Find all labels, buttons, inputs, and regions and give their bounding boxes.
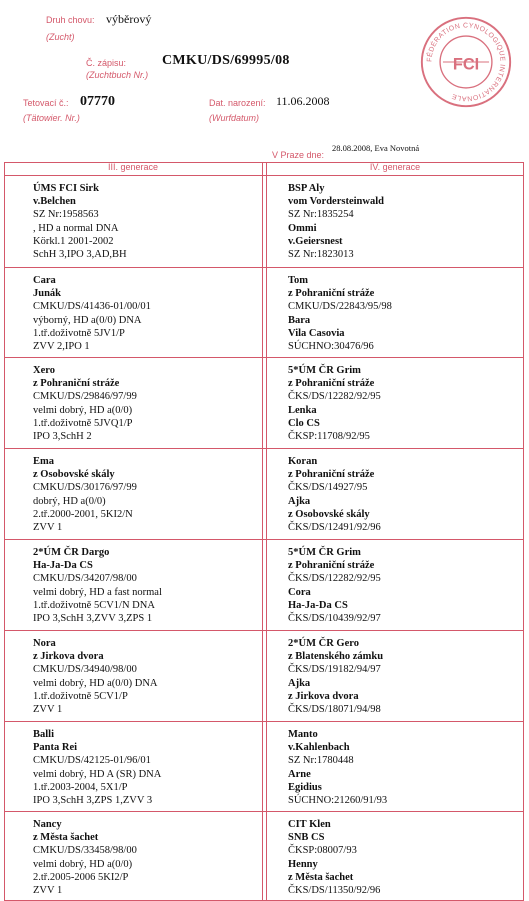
pedigree-line: IPO 3,SchH 3,ZVV 3,ZPS 1 <box>33 613 153 625</box>
pedigree-cell-left <box>33 455 137 534</box>
pedigree-cell-right <box>288 274 392 353</box>
row-divider <box>4 811 524 812</box>
pedigree-line: Koran <box>288 456 318 467</box>
pedigree-line: velmi dobrý, HD a(0/0) <box>33 858 133 870</box>
pedigree-cell-left <box>33 546 162 625</box>
pedigree-line: dobrý, HD a(0/0) <box>33 495 106 507</box>
pedigree-line: z Pohraniční stráže <box>288 378 375 390</box>
pedigree-line: z Pohraniční stráže <box>33 378 120 390</box>
pedigree-line: BSP Aly <box>288 183 325 194</box>
pedigree-line: z Jirkova dvora <box>288 690 359 702</box>
pedigree-cell-right <box>288 637 383 716</box>
pedigree-line: z Města šachet <box>288 871 354 883</box>
pedigree-cell-right <box>288 455 381 534</box>
pedigree-line: ČKS/DS/18071/94/98 <box>288 704 381 716</box>
place-label: V Praze dne: <box>272 150 325 160</box>
pedigree-line: z Pohraniční stráže <box>288 288 375 300</box>
pedigree-line: v.Geiersnest <box>288 235 343 247</box>
pedigree-line: SchH 3,IPO 3,AD,BH <box>33 249 127 261</box>
pedigree-line: ÚMS FCI Sirk <box>33 183 99 194</box>
pedigree-line: ČKS/DS/14927/95 <box>288 482 368 494</box>
pedigree-line: CMKU/DS/22843/95/98 <box>288 301 392 313</box>
pedigree-line: 2*ÚM ČR Dargo <box>33 547 110 558</box>
pedigree-line: velmi dobrý, HD A (SR) DNA <box>33 768 162 780</box>
pedigree-line: velmi dobrý, HD a(0/0) <box>33 404 133 416</box>
pedigree-line: ZVV 1 <box>33 704 63 716</box>
pedigree-line: ZVV 2,IPO 1 <box>33 341 90 353</box>
pedigree-line: Nancy <box>33 819 62 830</box>
pedigree-line: CIT Klen <box>288 819 331 830</box>
pedigree-line: Ha-Ja-Da CS <box>288 599 348 611</box>
row-divider <box>4 721 524 722</box>
pedigree-line: IPO 3,SchH 2 <box>33 431 92 443</box>
pedigree-line: ČKSP:11708/92/95 <box>288 431 370 443</box>
row-divider <box>4 539 524 540</box>
pedigree-cell-left <box>33 637 158 716</box>
pedigree-line: 5*ÚM ČR Grim <box>288 365 361 376</box>
pedigree-line: 1.tř.2003-2004, 5X1/P <box>33 781 128 793</box>
pedigree-line: Panta Rei <box>33 742 78 754</box>
tattoo-label: Tetovací č.: (Tätowier. Nr.) <box>23 98 80 123</box>
pedigree-line: SZ Nr:1835254 <box>288 209 354 221</box>
pedigree-line: z Jirkova dvora <box>33 651 104 663</box>
studbook-label: Č. zápisu: (Zuchtbuch Nr.) <box>86 58 149 80</box>
pedigree-cell-left <box>33 274 151 353</box>
pedigree-line: Cora <box>288 586 311 598</box>
pedigree-line: SZ Nr:1823013 <box>288 249 354 261</box>
pedigree-line: Henny <box>288 858 318 870</box>
pedigree-line: 1.tř.doživotně 5JV1/P <box>33 327 125 339</box>
pedigree-line: ZVV 1 <box>33 522 63 534</box>
fci-logo <box>418 14 514 110</box>
row-divider <box>4 448 524 449</box>
pedigree-line: Tom <box>288 275 309 286</box>
pedigree-line: Bara <box>288 314 311 326</box>
pedigree-line: CMKU/DS/34207/98/00 <box>33 573 137 585</box>
pedigree-cell-left <box>33 182 127 261</box>
pedigree-line: Ajka <box>288 495 311 507</box>
pedigree-line: CMKU/DS/42125-01/96/01 <box>33 755 151 767</box>
pedigree-line: 2.tř.2005-2006 5KI2/P <box>33 871 129 883</box>
pedigree-line: CMKU/DS/33458/98/00 <box>33 845 137 857</box>
pedigree-line: v.Belchen <box>33 196 76 208</box>
pedigree-cell-right <box>288 546 381 625</box>
pedigree-cell-left <box>33 818 137 897</box>
column-header-left: III. generace <box>107 162 159 172</box>
pedigree-cell-right <box>288 182 384 261</box>
pedigree-line: z Města šachet <box>33 832 99 844</box>
pedigree-line: Ha-Ja-Da CS <box>33 560 93 572</box>
pedigree-line: 5*ÚM ČR Grim <box>288 547 361 558</box>
pedigree-line: vom Vordersteinwald <box>288 196 384 208</box>
row-divider <box>4 175 524 176</box>
pedigree-line: ČKS/DS/12282/92/95 <box>288 391 381 403</box>
pedigree-line: Lenka <box>288 404 317 416</box>
pedigree-line: velmi dobrý, HD a fast normal <box>33 586 162 598</box>
pedigree-line: ČKS/DS/10439/92/97 <box>288 613 381 625</box>
breed-value: výběrový <box>106 12 152 26</box>
pedigree-cell-right <box>288 364 381 443</box>
studbook-value: CMKU/DS/69995/08 <box>162 53 290 68</box>
pedigree-line: ČKSP:08007/93 <box>288 845 357 857</box>
pedigree-cell-left <box>33 728 161 807</box>
pedigree-line: IPO 3,SchH 3,ZPS 1,ZVV 3 <box>33 795 153 807</box>
pedigree-line: CMKU/DS/30176/97/99 <box>33 482 137 494</box>
pedigree-line: Körkl.1 2001-2002 <box>33 235 114 247</box>
logo-text: FCI <box>452 55 480 74</box>
pedigree-line: Junák <box>33 288 62 300</box>
pedigree-line: výborný, HD a(0/0) DNA <box>33 314 142 326</box>
pedigree-line: 1.tř.doživotně 5JVQ1/P <box>33 417 133 429</box>
pedigree-line: z Blatenského zámku <box>288 651 384 663</box>
pedigree-line: ČKS/DS/12491/92/96 <box>288 522 381 534</box>
pedigree-cell-right <box>288 818 380 897</box>
pedigree-line: z Osobovské skály <box>288 508 370 520</box>
pedigree-line: z Pohraniční stráže <box>288 560 375 572</box>
pedigree-line: Vila Casovia <box>288 327 345 339</box>
pedigree-line: , HD a normal DNA <box>33 222 119 234</box>
column-divider <box>262 162 263 900</box>
pedigree-line: 2*ÚM ČR Gero <box>288 638 359 649</box>
pedigree-line: Ajka <box>288 677 311 689</box>
pedigree-line: CMKU/DS/41436-01/00/01 <box>33 301 151 313</box>
pedigree-line: SZ Nr:1958563 <box>33 209 99 221</box>
row-divider <box>4 267 524 268</box>
pedigree-line: CMKU/DS/34940/98/00 <box>33 664 137 676</box>
breed-label: Druh chovu: (Zucht) <box>46 15 95 42</box>
pedigree-line: 1.tř.doživotně 5CV1/N DNA <box>33 599 155 611</box>
place-value: 28.08.2008, Eva Novotná <box>332 143 420 153</box>
pedigree-line: z Osobovské skály <box>33 469 115 481</box>
pedigree-line: Egidius <box>288 781 322 793</box>
pedigree-line: Cara <box>33 275 56 286</box>
row-divider <box>4 357 524 358</box>
pedigree-line: Manto <box>288 729 318 740</box>
dob-value: 11.06.2008 <box>276 94 330 108</box>
pedigree-line: SZ Nr:1780448 <box>288 755 354 767</box>
pedigree-line: SÚCHNO:30476/96 <box>288 341 374 353</box>
column-header-right: IV. generace <box>369 162 421 172</box>
pedigree-line: Xero <box>33 365 55 376</box>
pedigree-line: Nora <box>33 638 56 649</box>
pedigree-line: SÚCHNO:21260/91/93 <box>288 795 388 807</box>
pedigree-line: v.Kahlenbach <box>288 742 350 754</box>
dob-label: Dat. narození: (Wurfdatum) <box>209 98 266 123</box>
tattoo-value: 07770 <box>80 94 115 109</box>
column-divider <box>523 162 524 900</box>
pedigree-line: SNB CS <box>288 832 325 844</box>
pedigree-line: ČKS/DS/12282/92/95 <box>288 573 381 585</box>
column-divider <box>4 162 5 900</box>
pedigree-line: ČKS/DS/19182/94/97 <box>288 664 381 676</box>
pedigree-line: 2.tř.2000-2001, 5KI2/N <box>33 508 133 520</box>
pedigree-line: Arne <box>288 768 311 780</box>
pedigree-cell-right <box>288 728 387 807</box>
pedigree-line: z Pohraniční stráže <box>288 469 375 481</box>
pedigree-cell-left <box>33 364 137 443</box>
pedigree-line: ZVV 1 <box>33 885 63 897</box>
pedigree-line: Clo CS <box>288 417 320 429</box>
pedigree-line: Ommi <box>288 222 317 234</box>
pedigree-line: Ema <box>33 456 54 467</box>
column-divider <box>266 162 267 900</box>
pedigree-line: velmi dobrý, HD a(0/0) DNA <box>33 677 158 689</box>
pedigree-line: ČKS/DS/11350/92/96 <box>288 885 381 897</box>
pedigree-line: Balli <box>33 729 55 740</box>
pedigree-line: 1.tř.doživotně 5CV1/P <box>33 690 128 702</box>
logo-ring-text: FÉDÉRATION CYNOLOGIQUE INTERNATIONALE <box>426 22 506 102</box>
row-divider <box>4 630 524 631</box>
pedigree-line: CMKU/DS/29846/97/99 <box>33 391 137 403</box>
